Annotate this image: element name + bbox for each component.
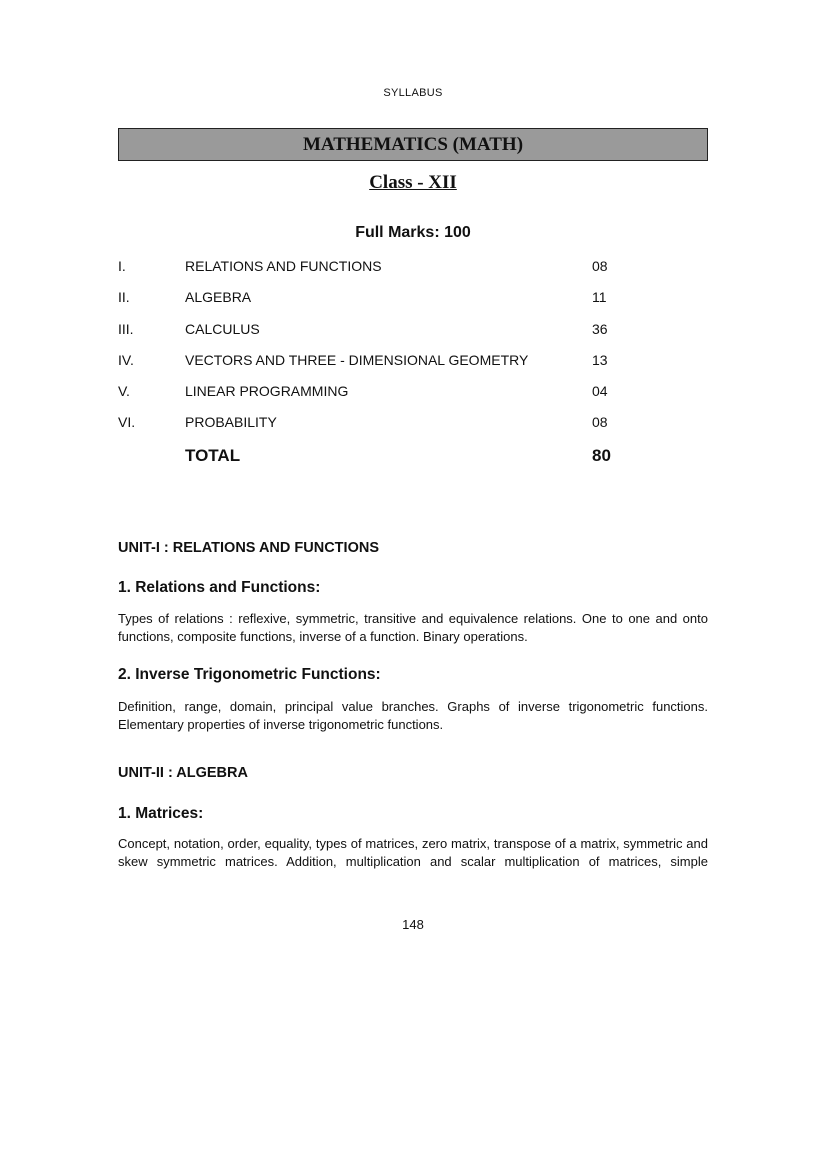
page-number: 148 [402,917,424,932]
total-label: TOTAL [185,446,241,465]
row-number: I. [118,258,126,274]
section-title: 2. Inverse Trigonometric Functions: [118,666,381,683]
marks-row [0,289,826,309]
row-number: IV. [118,352,134,368]
row-topic: RELATIONS AND FUNCTIONS [185,258,382,274]
row-marks: 13 [592,352,608,368]
full-marks: Full Marks: 100 [355,224,471,241]
section-text: Definition, range, domain, principal value branches. Graphs of inverse trigonometric functions. Elementary properties of inverse trigonometric functions. [118,699,708,732]
row-number: III. [118,321,134,337]
section-text: Types of relations : reflexive, symmetric, transitive and equivalence relations. One to one and onto functions, composite functions, inverse of a function. Binary operations. [118,611,708,644]
row-marks: 08 [592,414,608,430]
subject-title-banner [118,128,708,161]
page-header: SYLLABUS [383,87,443,99]
row-topic: ALGEBRA [185,289,252,305]
class-label: Class - XII [369,172,457,193]
row-topic: CALCULUS [185,321,260,337]
row-marks: 08 [592,258,608,274]
marks-total-row [0,446,826,466]
section-title: 1. Matrices: [118,805,204,822]
marks-row [0,321,826,341]
marks-row [0,352,826,372]
unit-heading: UNIT-II : ALGEBRA [118,765,248,781]
row-number: VI. [118,414,136,430]
section-text: Concept, notation, order, equality, types of matrices, zero matrix, transpose of a matrix, symmetric and skew symmetric matrices. Addition, multiplication and scalar multiplication of matrices, simple [118,836,708,869]
section-title: 1. Relations and Functions: [118,579,321,596]
unit-heading: UNIT-I : RELATIONS AND FUNCTIONS [118,540,379,556]
row-topic: LINEAR PROGRAMMING [185,383,349,399]
total-marks: 80 [592,446,611,465]
marks-row [0,258,826,278]
marks-row [0,383,826,403]
row-marks: 04 [592,383,608,399]
row-topic: PROBABILITY [185,414,277,430]
row-marks: 36 [592,321,608,337]
marks-row [0,414,826,434]
subject-title: MATHEMATICS (MATH) [302,133,524,155]
row-marks: 11 [592,289,607,305]
row-topic: VECTORS AND THREE - DIMENSIONAL GEOMETRY [185,352,529,368]
row-number: II. [118,289,130,305]
row-number: V. [118,383,130,399]
